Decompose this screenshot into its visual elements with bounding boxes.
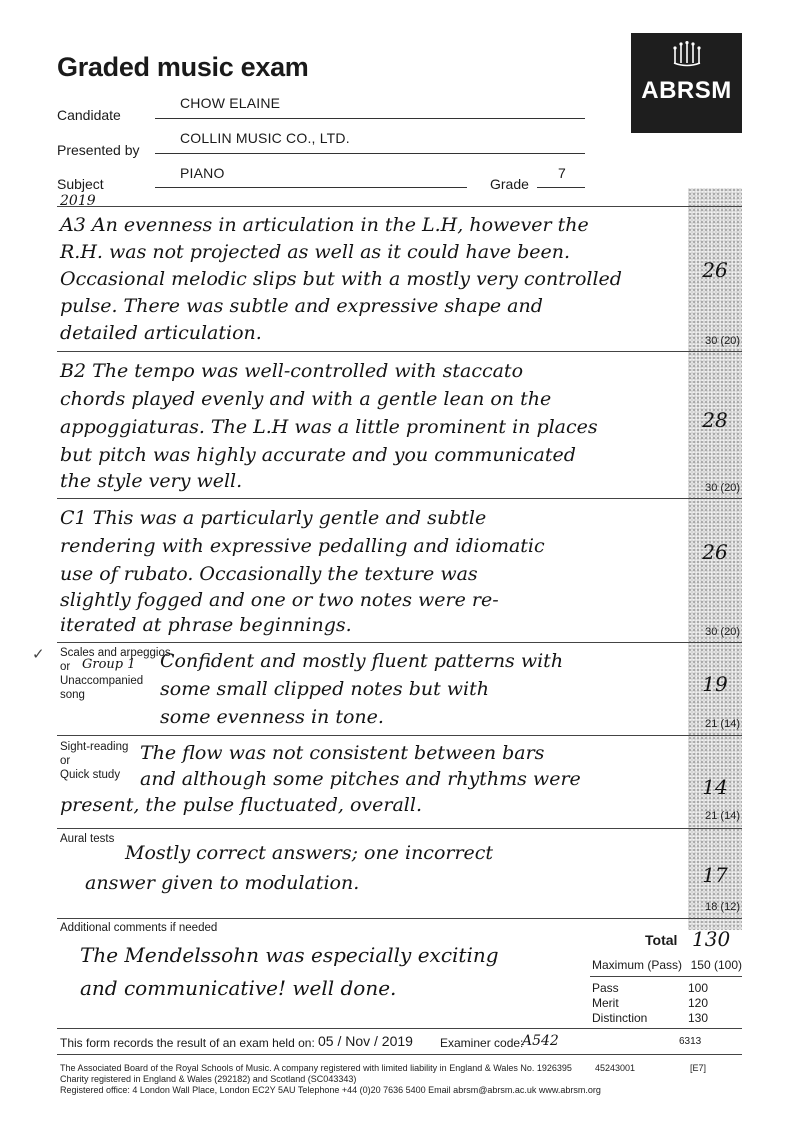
comment-line: Mostly correct answers; one incorrect bbox=[125, 842, 494, 864]
footer-code: [E7] bbox=[690, 1063, 707, 1073]
section-label: Aural tests bbox=[60, 833, 115, 845]
section-label: or bbox=[60, 755, 71, 767]
candidate-label: Candidate bbox=[57, 107, 121, 123]
comment-line: C1 This was a particularly gentle and subtle bbox=[60, 507, 487, 529]
section-label: Sight-reading bbox=[60, 741, 129, 753]
footer-line: The Associated Board of the Royal Schools of Music. A company registered with limited liability in England & Wales No. 1926395 bbox=[60, 1063, 572, 1073]
candidate-value: CHOW ELAINE bbox=[180, 95, 281, 111]
subject-label: Subject bbox=[57, 176, 104, 192]
maximum-label: Maximum (Pass) bbox=[592, 958, 683, 972]
subject-value: PIANO bbox=[180, 165, 225, 181]
comment-line: pulse. There was subtle and expressive shape and bbox=[60, 295, 543, 317]
grade-value: 7 bbox=[558, 165, 566, 181]
presenter-value: COLLIN MUSIC CO., LTD. bbox=[180, 130, 350, 146]
comment-line: but pitch was highly accurate and you communicated bbox=[60, 444, 576, 466]
comment-line: some evenness in tone. bbox=[160, 706, 384, 728]
abrsm-logo bbox=[631, 33, 742, 133]
section-mark: 19 bbox=[702, 672, 728, 696]
record-statement: This form records the result of an exam held on: bbox=[60, 1036, 315, 1050]
comment-line: use of rubato. Occasionally the texture was bbox=[60, 563, 478, 585]
pass-value: 100 bbox=[688, 981, 709, 995]
group-note: Group 1 bbox=[82, 657, 136, 672]
examiner-code: A542 bbox=[522, 1033, 559, 1049]
comment-line: some small clipped notes but with bbox=[160, 678, 489, 700]
section-max: 21 (14) bbox=[705, 810, 740, 822]
comment-line: Occasional melodic slips but with a mostly very controlled bbox=[60, 268, 622, 290]
crown-icon bbox=[671, 41, 703, 69]
section-label: song bbox=[60, 689, 85, 701]
comment-line: detailed articulation. bbox=[60, 322, 262, 344]
examiner-label: Examiner code: bbox=[440, 1036, 524, 1050]
check-mark: ✓ bbox=[32, 646, 45, 663]
footer-line: Registered office: 4 London Wall Place, London EC2Y 5AU Telephone +44 (0)20 7636 5400 Email abrsm@abrsm.ac.uk www.abrsm.org bbox=[60, 1085, 601, 1095]
comment-line: and although some pitches and rhythms were bbox=[140, 768, 581, 790]
comment-line: The flow was not consistent between bars bbox=[140, 742, 545, 764]
section-label: Quick study bbox=[60, 769, 121, 781]
merit-label: Merit bbox=[592, 996, 619, 1010]
total-value: 130 bbox=[692, 927, 731, 951]
comment-line: A3 An evenness in articulation in the L.H, however the bbox=[60, 214, 589, 236]
section-mark: 28 bbox=[702, 408, 728, 432]
section-max: 18 (12) bbox=[705, 901, 740, 913]
section-label: Scales and arpeggios bbox=[60, 647, 171, 659]
section-mark: 26 bbox=[702, 540, 728, 564]
additional-line: The Mendelssohn was especially exciting bbox=[80, 943, 499, 967]
footer-code: 45243001 bbox=[595, 1063, 636, 1073]
comment-line: slightly fogged and one or two notes were re- bbox=[60, 589, 499, 611]
pass-label: Pass bbox=[592, 981, 619, 995]
section-max: 30 (20) bbox=[705, 626, 740, 638]
comment-line: present, the pulse fluctuated, overall. bbox=[60, 794, 422, 816]
comment-line: R.H. was not projected as well as it could have been. bbox=[60, 241, 571, 263]
record-ref: 6313 bbox=[679, 1036, 702, 1047]
comment-line: iterated at phrase beginnings. bbox=[60, 614, 352, 636]
section-mark: 14 bbox=[702, 775, 728, 799]
year-handwritten: 2019 bbox=[60, 193, 96, 209]
additional-label: Additional comments if needed bbox=[60, 922, 218, 934]
section-max: 21 (14) bbox=[705, 718, 740, 730]
footer-line: Charity registered in England & Wales (292182) and Scotland (SC043343) bbox=[60, 1074, 357, 1084]
comment-line: the style very well. bbox=[60, 470, 243, 492]
section-label: Unaccompanied bbox=[60, 675, 144, 687]
comment-line: appoggiaturas. The L.H was a little prominent in places bbox=[60, 416, 598, 438]
comment-line: answer given to modulation. bbox=[85, 872, 360, 894]
section-max: 30 (20) bbox=[705, 335, 740, 347]
section-label: or bbox=[60, 661, 71, 673]
comment-line: B2 The tempo was well-controlled with staccato bbox=[60, 360, 524, 382]
comment-line: rendering with expressive pedalling and idiomatic bbox=[60, 535, 545, 557]
form-title: Graded music exam bbox=[57, 52, 309, 82]
grade-label: Grade bbox=[490, 176, 529, 192]
comment-line: chords played evenly and with a gentle lean on the bbox=[60, 388, 552, 410]
section-max: 30 (20) bbox=[705, 482, 740, 494]
maximum-value: 150 (100) bbox=[690, 958, 742, 972]
additional-line: and communicative! well done. bbox=[80, 976, 397, 1000]
section-mark: 17 bbox=[702, 863, 728, 887]
distinction-value: 130 bbox=[688, 1011, 709, 1025]
presenter-label: Presented by bbox=[57, 142, 140, 158]
exam-date: 05 / Nov / 2019 bbox=[318, 1033, 413, 1049]
section-mark: 26 bbox=[702, 258, 728, 282]
merit-value: 120 bbox=[688, 996, 709, 1010]
logo-text: ABRSM bbox=[641, 77, 732, 104]
total-label: Total bbox=[645, 932, 678, 948]
comment-line: Confident and mostly fluent patterns with bbox=[160, 650, 564, 672]
distinction-label: Distinction bbox=[592, 1011, 648, 1025]
